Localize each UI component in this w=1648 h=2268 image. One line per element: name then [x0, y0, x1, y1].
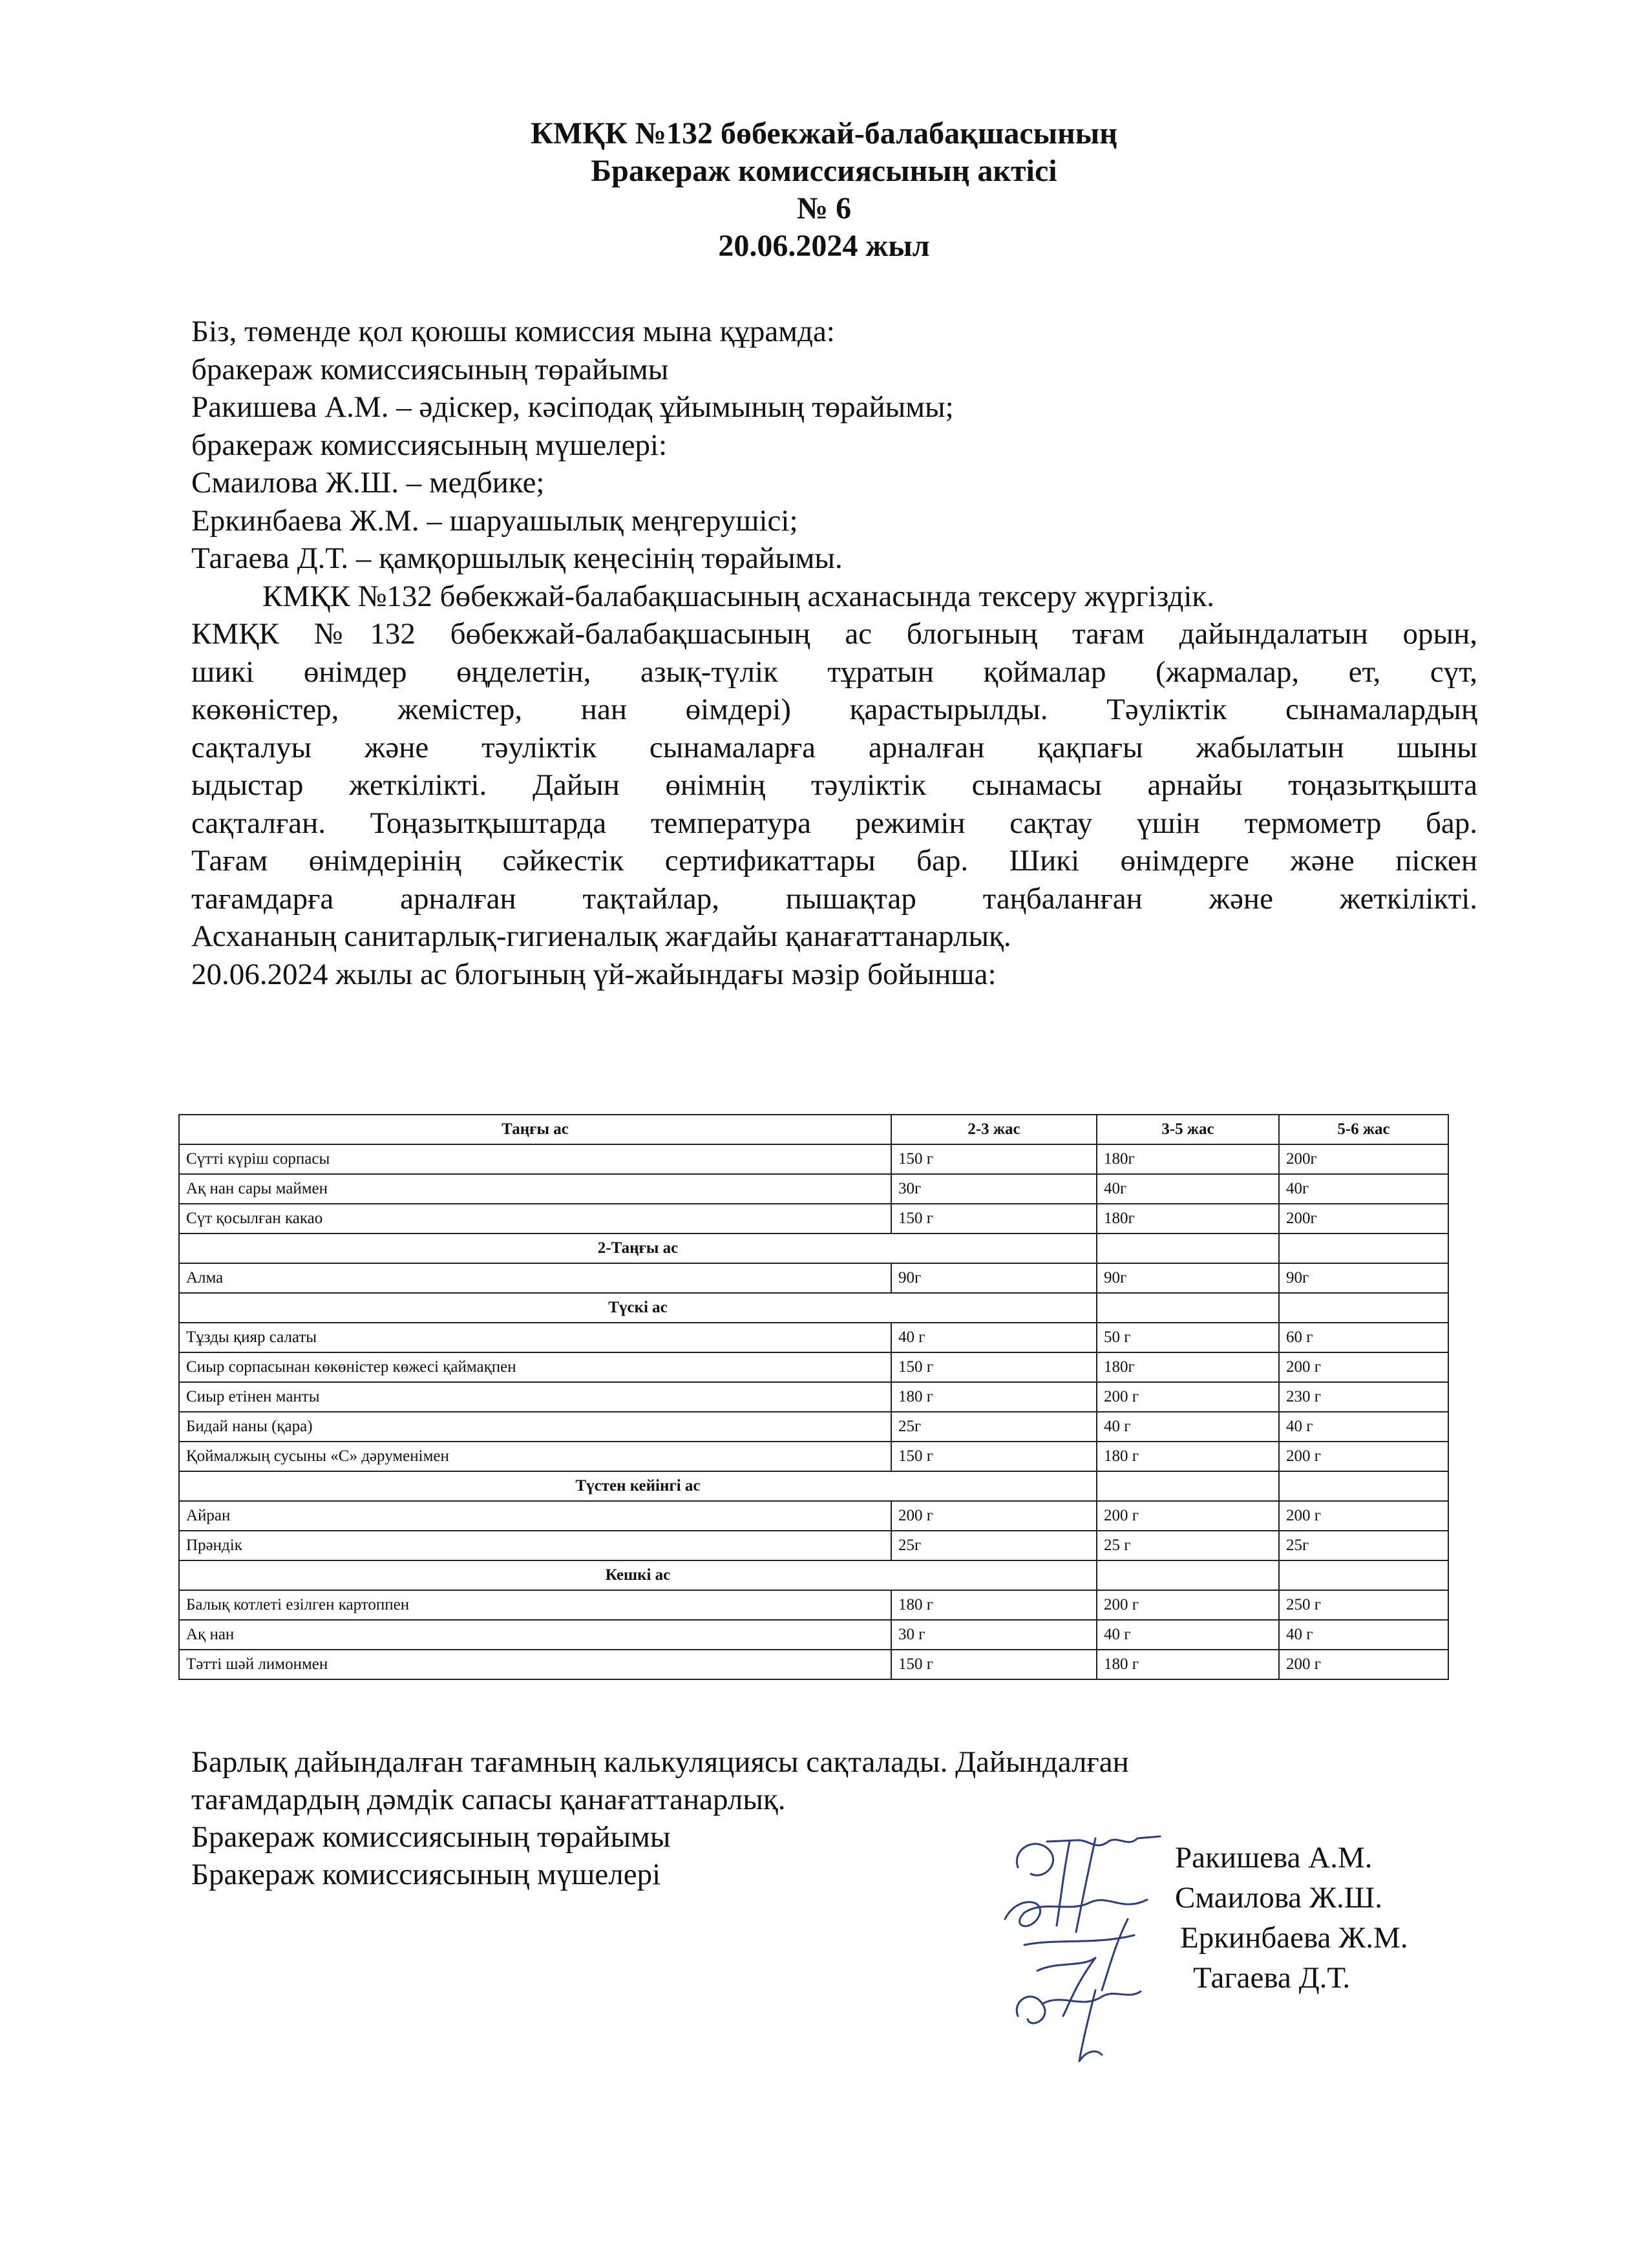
portion: 30г	[891, 1174, 1097, 1204]
intro-line: бракераж комиссиясының мүшелері:	[191, 428, 668, 462]
findings-line: шикі өнімдер өңделетін, азық-түлік тұратын қоймалар (жармалар, ет, сүт,	[191, 655, 1477, 689]
menu-table	[178, 1114, 1449, 1680]
dish-name: Ақ нан	[179, 1620, 891, 1650]
empty-cell	[1279, 1560, 1448, 1590]
empty-cell	[1097, 1471, 1279, 1501]
section-second-breakfast: 2-Таңғы ас	[179, 1234, 1097, 1263]
portion: 250 г	[1279, 1590, 1448, 1620]
portion: 180 г	[891, 1382, 1097, 1412]
portion: 180 г	[1097, 1442, 1279, 1471]
intro-line: Біз, төменде қол қоюшы комиссия мына құрамда:	[191, 315, 835, 348]
table-row	[179, 1382, 1448, 1412]
findings-line: Тағам өнімдерінің сәйкестік сертификаттары бар. Шикі өнімдерге және піскен	[191, 844, 1477, 877]
dish-name: Алма	[179, 1263, 891, 1293]
findings-line: сақталған. Тоңазытқыштарда температура режимін сақтау үшін термометр бар.	[191, 806, 1477, 840]
section-row	[179, 1293, 1448, 1323]
portion: 40г	[1097, 1174, 1279, 1204]
portion: 25г	[891, 1531, 1097, 1560]
table-row	[179, 1174, 1448, 1204]
menu-intro: 20.06.2024 жылы ас блогының үй-жайындағы мәзір бойынша:	[191, 957, 997, 991]
portion: 200 г	[1279, 1442, 1448, 1471]
portion: 200 г	[1097, 1382, 1279, 1412]
portion: 200 г	[1279, 1352, 1448, 1382]
portion: 90г	[891, 1263, 1097, 1293]
signer-name: Ракишева А.М.	[1175, 1841, 1373, 1874]
dish-name: Балық котлеті езілген картоппен	[179, 1590, 891, 1620]
dish-name: Қоймалжың сусыны «С» дәруменімен	[179, 1442, 891, 1471]
table-row	[179, 1620, 1448, 1650]
empty-cell	[1279, 1293, 1448, 1323]
portion: 180г	[1097, 1204, 1279, 1234]
members-label: Бракераж комиссиясының мүшелері	[191, 1858, 661, 1891]
intro-line: бракераж комиссиясының төрайымы	[191, 352, 669, 386]
intro-text	[191, 313, 1477, 993]
portion: 180г	[1097, 1144, 1279, 1174]
table-row	[179, 1501, 1448, 1531]
portion: 200 г	[891, 1501, 1097, 1531]
header-age-2-3: 2-3 жас	[891, 1115, 1097, 1144]
table-row	[179, 1323, 1448, 1352]
findings-line: көкөністер, жемістер, нан өімдері) қарастырылды. Тәуліктік сынамалардың	[191, 693, 1477, 726]
portion: 150 г	[891, 1352, 1097, 1382]
portion: 40 г	[1097, 1620, 1279, 1650]
table-row	[179, 1204, 1448, 1234]
header-age-3-5: 3-5 жас	[1097, 1115, 1279, 1144]
dish-name: Тәтті шәй лимонмен	[179, 1650, 891, 1679]
document-title	[0, 115, 1648, 265]
table-row	[179, 1352, 1448, 1382]
empty-cell	[1097, 1234, 1279, 1263]
portion: 230 г	[1279, 1382, 1448, 1412]
inspection-paragraph: КМҚК №132 бөбекжай-балабақшасының асханасында тексеру жүргіздік.	[262, 579, 1214, 613]
signer-names	[1175, 1838, 1408, 1998]
intro-line: Ракишева А.М. – әдіскер, кәсіподақ ұйымының төрайымы;	[191, 390, 954, 424]
dish-name: Бидай наны (қара)	[179, 1412, 891, 1442]
intro-line: Еркинбаева Ж.М. – шаруашылық меңгерушісі;	[191, 503, 798, 538]
portion: 200г	[1279, 1144, 1448, 1174]
portion: 150 г	[891, 1442, 1097, 1471]
empty-cell	[1279, 1234, 1448, 1263]
section-afternoon-snack: Түстен кейінгі ас	[179, 1471, 1097, 1501]
conclusion-line: Барлық дайындалған тағамның калькуляциясы сақталады. Дайындалған	[191, 1745, 1129, 1779]
portion: 150 г	[891, 1144, 1097, 1174]
portion: 40г	[1279, 1174, 1448, 1204]
portion: 200г	[1279, 1204, 1448, 1234]
dish-name: Сүт қосылған какао	[179, 1204, 891, 1234]
table-row	[179, 1590, 1448, 1620]
chair-label: Бракераж комиссиясының төрайымы	[191, 1820, 671, 1854]
portion: 30 г	[891, 1620, 1097, 1650]
portion: 200 г	[1097, 1501, 1279, 1531]
portion: 40 г	[891, 1323, 1097, 1352]
findings-line: КМҚК №132 бөбекжай-балабақшасының ас блогының тағам дайындалатын орын,	[191, 617, 1477, 651]
signer-name: Тагаева Д.Т.	[1193, 1961, 1351, 1995]
organization-title: КМҚК №132 бөбекжай-балабақшасының	[531, 116, 1117, 151]
portion: 25г	[891, 1412, 1097, 1442]
header-age-5-6: 5-6 жас	[1279, 1115, 1448, 1144]
portion: 40 г	[1279, 1412, 1448, 1442]
dish-name: Прәндік	[179, 1531, 891, 1560]
header-meal: Таңғы ас	[179, 1115, 891, 1144]
portion: 150 г	[891, 1204, 1097, 1234]
findings-line: тағамдарға арналған тақтайлар, пышақтар таңбаланған және жеткілікті.	[191, 881, 1477, 916]
portion: 150 г	[891, 1650, 1097, 1679]
table-row	[179, 1263, 1448, 1293]
portion: 40 г	[1097, 1412, 1279, 1442]
empty-cell	[1097, 1560, 1279, 1590]
section-lunch: Түскі ас	[179, 1293, 1097, 1323]
section-row	[179, 1471, 1448, 1501]
findings-line: ыдыстар жеткілікті. Дайын өнімнің тәуліктік сынамасы арнайы тоңазытқышта	[191, 768, 1477, 802]
table-row	[179, 1531, 1448, 1560]
dish-name: Тұзды қияр салаты	[179, 1323, 891, 1352]
intro-line: Тагаева Д.Т. – қамқоршылық кеңесінің төрайымы.	[191, 541, 843, 575]
portion: 25 г	[1097, 1531, 1279, 1560]
signer-name: Еркинбаева Ж.М.	[1180, 1921, 1408, 1955]
section-row	[179, 1560, 1448, 1590]
act-date: 20.06.2024 жыл	[718, 229, 930, 263]
dish-name: Сиыр сорпасынан көкөністер көжесі қаймақпен	[179, 1352, 891, 1382]
findings-line: сақталуы және тәуліктік сынамаларға арналған қақпағы жабылатын шыны	[191, 730, 1477, 764]
act-title: Бракераж комиссиясының актісі	[591, 154, 1057, 188]
section-row	[179, 1234, 1448, 1263]
conclusion-line: тағамдардың дәмдік сапасы қанағаттанарлық.	[191, 1783, 786, 1816]
portion: 180г	[1097, 1352, 1279, 1382]
section-dinner: Кешкі ас	[179, 1560, 1097, 1590]
portion: 25г	[1279, 1531, 1448, 1560]
portion: 180 г	[1097, 1650, 1279, 1679]
table-header-row	[179, 1115, 1448, 1144]
portion: 40 г	[1279, 1620, 1448, 1650]
empty-cell	[1279, 1471, 1448, 1501]
table-row	[179, 1442, 1448, 1471]
portion: 200 г	[1279, 1501, 1448, 1531]
portion: 200 г	[1097, 1590, 1279, 1620]
intro-line: Смаилова Ж.Ш. – медбике;	[191, 466, 545, 499]
table-row	[179, 1412, 1448, 1442]
dish-name: Сиыр етінен манты	[179, 1382, 891, 1412]
portion: 90г	[1279, 1263, 1448, 1293]
act-number: № 6	[796, 191, 852, 226]
findings-line-last: Асхананың санитарлық-гигиеналық жағдайы қанағаттанарлық.	[191, 919, 1011, 953]
handwritten-signatures	[998, 1822, 1192, 2074]
dish-name: Ақ нан сары маймен	[179, 1174, 891, 1204]
portion: 50 г	[1097, 1323, 1279, 1352]
dish-name: Сүтті күріш сорпасы	[179, 1144, 891, 1174]
empty-cell	[1097, 1293, 1279, 1323]
table-row	[179, 1144, 1448, 1174]
portion: 90г	[1097, 1263, 1279, 1293]
table-row	[179, 1650, 1448, 1679]
signer-name: Смаилова Ж.Ш.	[1175, 1881, 1382, 1915]
dish-name: Айран	[179, 1501, 891, 1531]
portion: 200 г	[1279, 1650, 1448, 1679]
portion: 180 г	[891, 1590, 1097, 1620]
portion: 60 г	[1279, 1323, 1448, 1352]
